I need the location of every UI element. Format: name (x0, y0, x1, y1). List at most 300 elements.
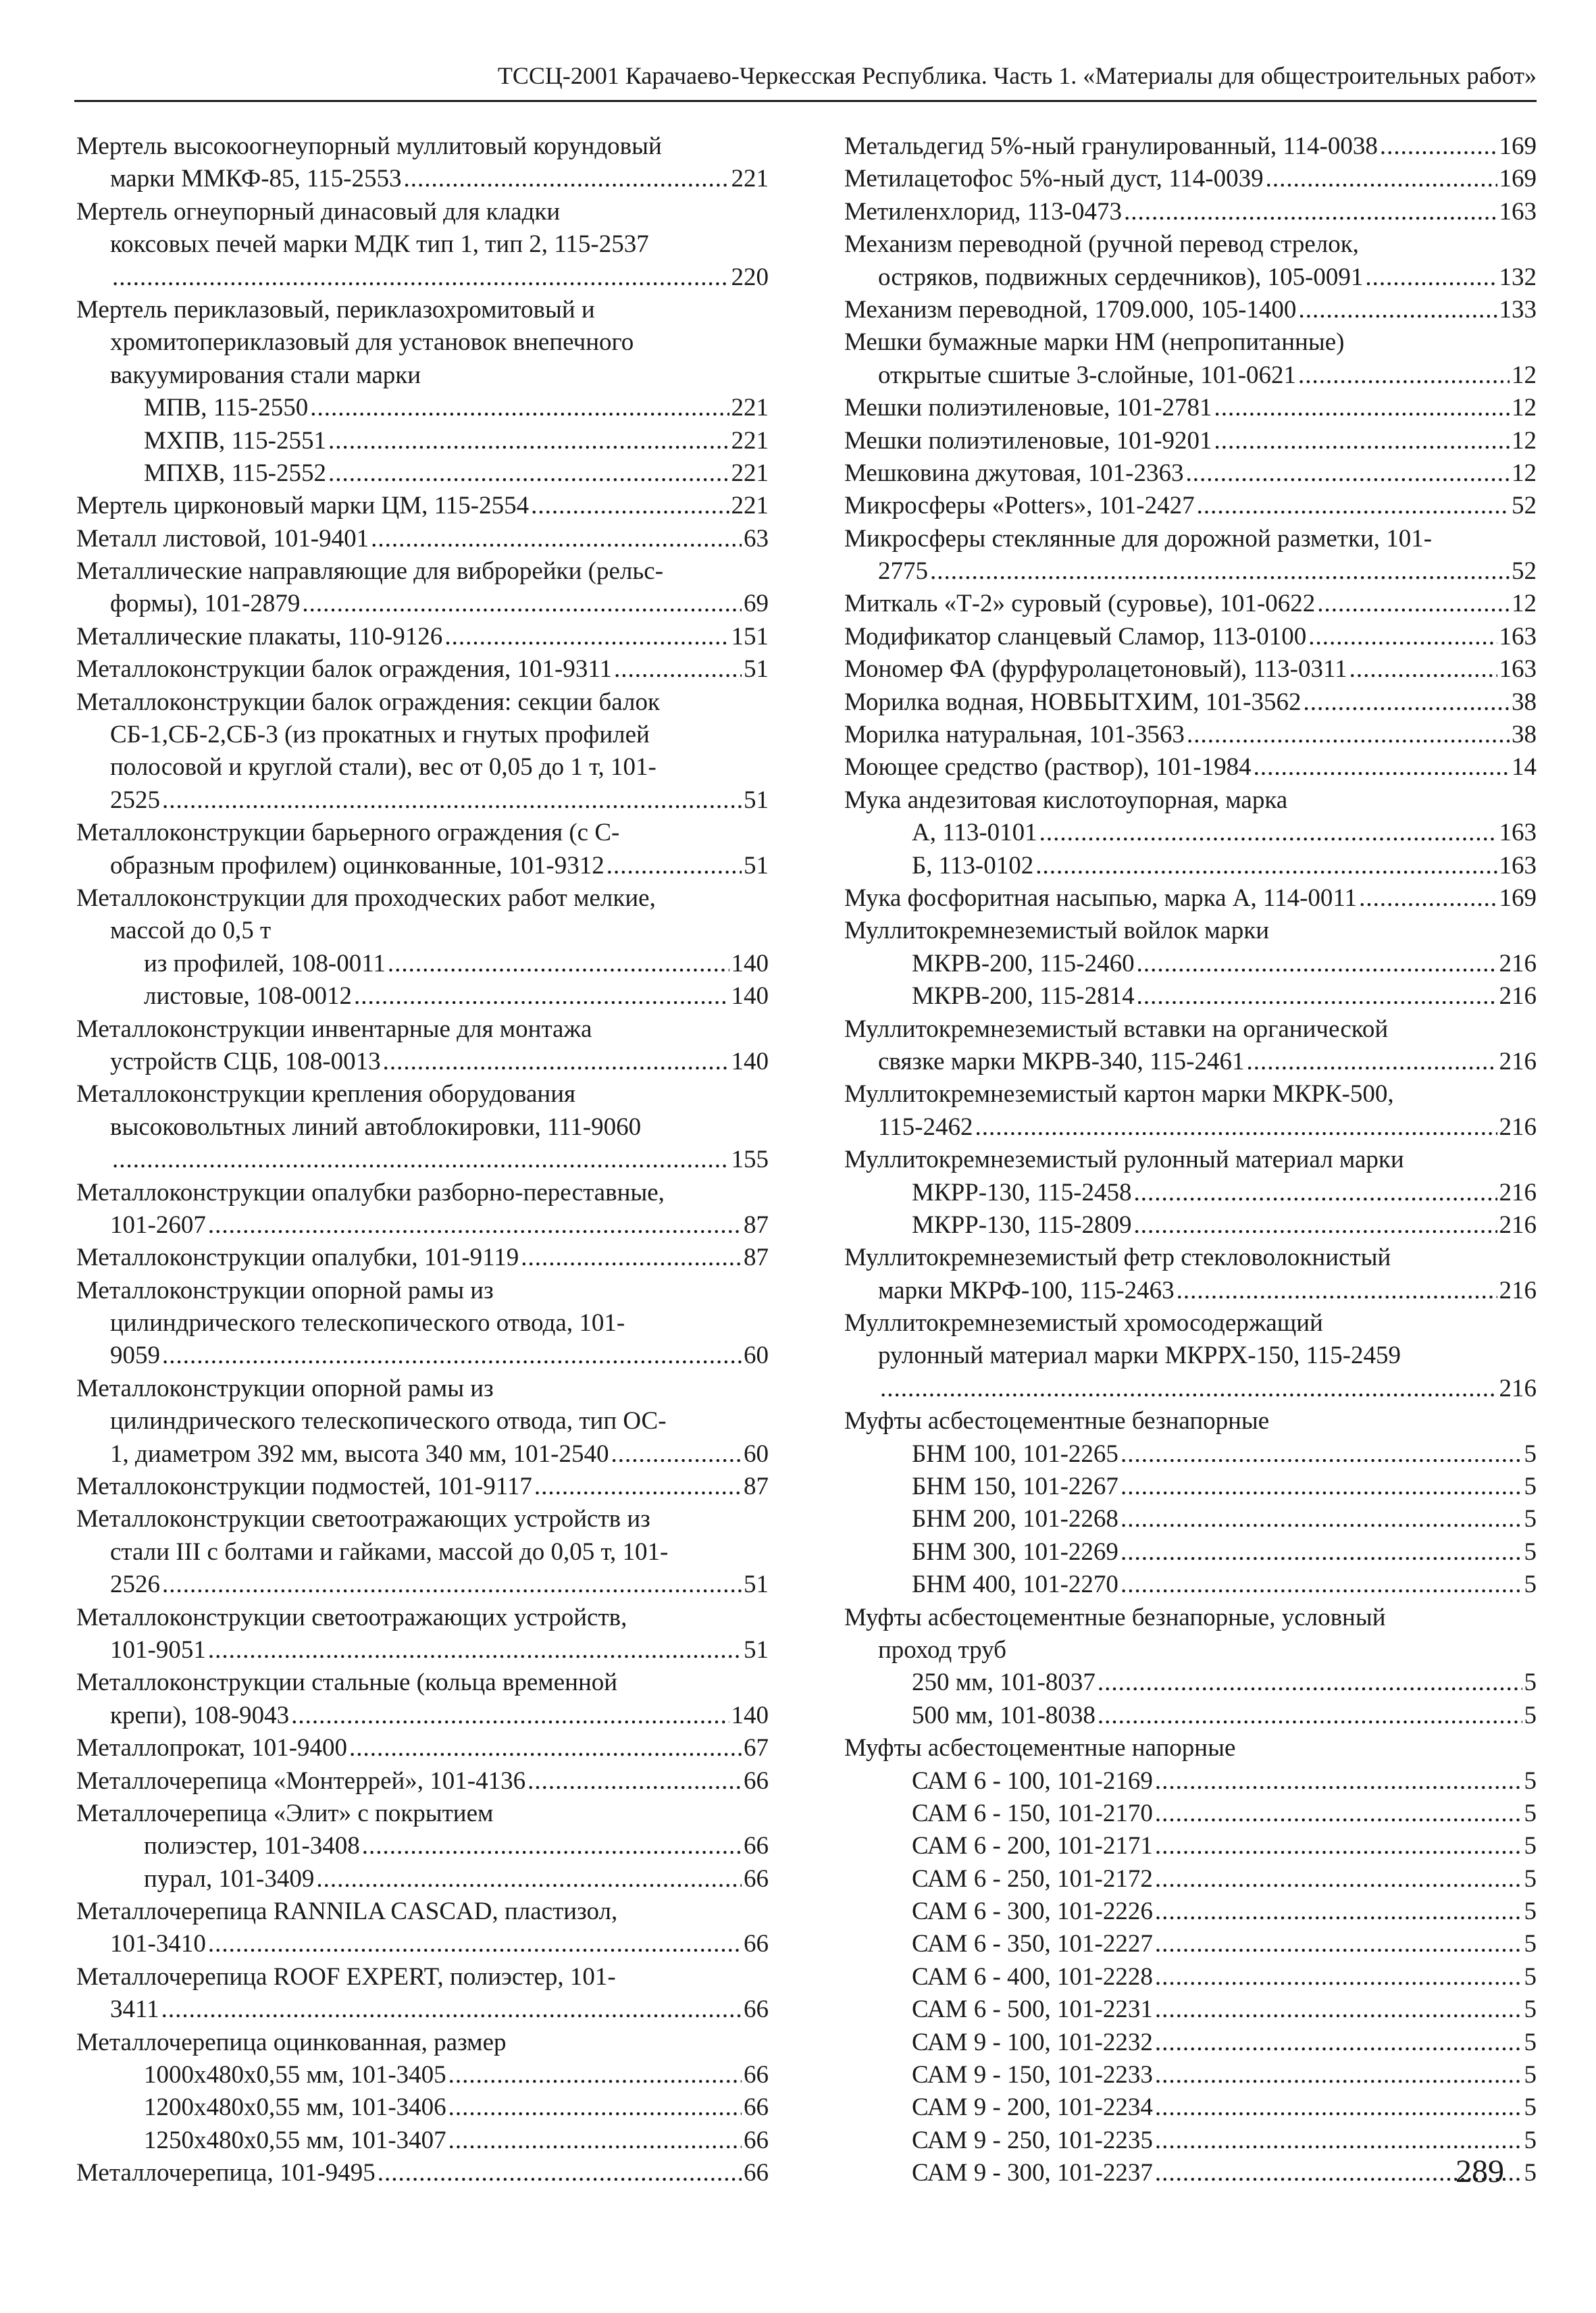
entry-text: 101-2607 (110, 1211, 206, 1239)
entry-page-ref: 51 (744, 786, 769, 814)
index-entry-line (76, 1503, 769, 1535)
index-entry (76, 1242, 769, 1274)
index-entry-line (844, 1209, 1537, 1242)
index-entry-line (76, 1046, 769, 1078)
dot-leader (1155, 1765, 1522, 1798)
index-entry-line (844, 1307, 1537, 1340)
entry-text: связке марки МКРВ-340, 115-2461 (878, 1047, 1245, 1075)
entry-page-ref: 12 (1512, 590, 1537, 618)
index-entry (844, 523, 1537, 588)
index-entry (844, 294, 1537, 326)
index-entry-line (76, 653, 769, 686)
entry-text: Микросферы стеклянные для дорожной разметки, 101- (844, 524, 1433, 553)
dot-leader (534, 1471, 742, 1503)
entry-text: Моющее средство (раствор), 101-1984 (844, 753, 1252, 782)
index-entry (76, 555, 769, 621)
index-entry-line (76, 719, 769, 751)
entry-text: Муллитокремнеземистый картон марки МКРК-500, (844, 1080, 1394, 1109)
index-entry-line (844, 359, 1537, 392)
index-entry (844, 392, 1537, 424)
entry-page-ref: 133 (1499, 295, 1537, 324)
entry-text: 1200x480x0,55 мм, 101-3406 (144, 2093, 446, 2122)
entry-text: 2526 (110, 1571, 160, 1599)
index-entry (76, 294, 769, 490)
index-entry-line (844, 1896, 1537, 1928)
entry-page-ref: 163 (1499, 197, 1537, 226)
entry-text: 101-9051 (110, 1635, 206, 1664)
entry-text: открытые сшитые 3-слойные, 101-0621 (878, 361, 1297, 389)
entry-text: Б, 113-0102 (912, 851, 1034, 880)
entry-page-ref: 140 (731, 949, 769, 977)
entry-page-ref: 5 (1524, 2159, 1537, 2187)
entry-text: 250 мм, 101-8037 (912, 1669, 1096, 1697)
entry-page-ref: 5 (1524, 2093, 1537, 2122)
entry-page-ref: 221 (731, 165, 769, 193)
dot-leader (162, 1340, 742, 1372)
dot-leader (1155, 1993, 1522, 2026)
entry-text: полиэстер, 101-3408 (144, 1832, 360, 1860)
dot-leader (1308, 621, 1497, 653)
index-entry-line (76, 2027, 769, 2059)
dot-leader (1155, 1863, 1522, 1896)
entry-text: Металлочерепица RANNILA CASCAD, пластизол, (76, 1898, 618, 1926)
index-entry-line (844, 1111, 1537, 1144)
entry-text: САМ 6 - 250, 101-2172 (912, 1864, 1153, 1893)
index-entry-line (76, 686, 769, 719)
entry-text: высоковольтных линий автоблокировки, 111-9060 (110, 1113, 642, 1141)
entry-text: 101-3410 (110, 1930, 206, 1958)
dot-leader (354, 980, 729, 1013)
entry-text: формы), 101-2879 (110, 590, 301, 618)
dot-leader (208, 1634, 742, 1667)
entry-page-ref: 163 (1499, 622, 1537, 651)
index-entry-line (76, 1536, 769, 1569)
entry-text: вакуумирования стали марки (110, 361, 421, 389)
index-entry-line (76, 1144, 769, 1176)
entry-page-ref: 163 (1499, 655, 1537, 684)
index-entry-line (76, 817, 769, 849)
entry-page-ref: 12 (1512, 426, 1537, 455)
index-entry (76, 1471, 769, 1503)
dot-leader (328, 425, 729, 457)
entry-page-ref: 5 (1524, 1669, 1537, 1697)
entry-page-ref: 5 (1524, 1864, 1537, 1893)
index-entry-line (844, 261, 1537, 294)
dot-leader (527, 1765, 742, 1798)
entry-text: Металлочерепица оцинкованная, размер (76, 2028, 507, 2056)
index-entry-line (844, 2091, 1537, 2124)
index-entry-line (76, 555, 769, 588)
entry-text: коксовых печей марки МДК тип 1, тип 2, 115-2537 (110, 230, 649, 259)
entry-text: марки ММКФ-85, 115-2553 (110, 165, 402, 193)
index-entry (76, 1798, 769, 1896)
entry-page-ref: 216 (1499, 982, 1537, 1011)
index-entry (76, 1013, 769, 1079)
entry-text: Мешки бумажные марки НМ (непропитанные) (844, 328, 1345, 357)
entry-text: САМ 9 - 250, 101-2235 (912, 2126, 1153, 2154)
entry-page-ref: 51 (744, 1635, 769, 1664)
entry-text: А, 113-0101 (912, 819, 1037, 847)
dot-leader (112, 261, 729, 294)
index-entry-line (76, 392, 769, 424)
index-entry-line (844, 882, 1537, 915)
index-entry-line (844, 1078, 1537, 1111)
dot-leader (302, 588, 742, 620)
index-entry (844, 130, 1537, 163)
index-entry-line (844, 1569, 1537, 1601)
entry-text: Металлоконструкции барьерного ограждения (с С- (76, 819, 620, 847)
entry-text: Механизм переводной, 1709.000, 105-1400 (844, 295, 1297, 324)
dot-leader (208, 1209, 742, 1242)
index-entry-line (844, 1438, 1537, 1471)
index-entry-line (76, 621, 769, 653)
dot-leader (388, 948, 729, 980)
entry-text: САМ 6 - 100, 101-2169 (912, 1766, 1153, 1795)
dot-leader (1155, 2059, 1522, 2091)
dot-leader (1155, 1961, 1522, 1993)
entry-page-ref: 38 (1512, 688, 1537, 716)
entry-page-ref: 67 (744, 1734, 769, 1762)
entry-text: 1000x480x0,55 мм, 101-3405 (144, 2061, 446, 2089)
entry-page-ref: 12 (1512, 394, 1537, 422)
index-entry (844, 457, 1537, 490)
entry-text: стали III с болтами и гайками, массой до 0,05 т, 101- (110, 1537, 669, 1566)
entry-page-ref: 140 (731, 1701, 769, 1729)
entry-page-ref: 5 (1524, 1996, 1537, 2024)
header-rule (74, 100, 1537, 102)
entry-text: САМ 6 - 350, 101-2227 (912, 1930, 1153, 1958)
dot-leader (1155, 1896, 1522, 1928)
index-entry (844, 228, 1537, 294)
dot-leader (975, 1111, 1497, 1144)
index-entry-line (76, 163, 769, 195)
index-entry (76, 1373, 769, 1471)
dot-leader (1134, 1209, 1497, 1242)
index-entry (844, 686, 1537, 719)
dot-leader (1359, 882, 1497, 915)
index-entry-line (76, 1634, 769, 1667)
dot-leader (444, 621, 729, 653)
entry-text: БНМ 100, 101-2265 (912, 1440, 1118, 1468)
dot-leader (1155, 1830, 1522, 1862)
index-entry (844, 719, 1537, 751)
index-entry-line (844, 555, 1537, 588)
index-entry-line (76, 1700, 769, 1732)
index-entry-line (76, 1177, 769, 1209)
entry-text: МХПВ, 115-2551 (144, 426, 326, 455)
entry-page-ref: 5 (1524, 1930, 1537, 1958)
index-entry-line (844, 850, 1537, 882)
dot-leader (1254, 751, 1510, 784)
entry-text: САМ 6 - 200, 101-2171 (912, 1832, 1153, 1860)
index-entry-line (76, 228, 769, 261)
index-entry-line (76, 1405, 769, 1438)
entry-text: 3411 (110, 1996, 159, 2024)
dot-leader (1317, 588, 1510, 620)
entry-page-ref: 216 (1499, 1276, 1537, 1304)
dot-leader (162, 784, 742, 817)
index-entry-line (844, 1798, 1537, 1830)
entry-page-ref: 216 (1499, 1374, 1537, 1402)
index-entry-line (844, 228, 1537, 261)
index-entry-line (76, 1438, 769, 1471)
entry-text: Металлочерепица, 101-9495 (76, 2159, 376, 2187)
entry-text: Металлоконструкции балок ограждения: секции балок (76, 688, 660, 716)
index-entry-line (844, 1046, 1537, 1078)
dot-leader (1298, 294, 1497, 326)
index-entry (844, 882, 1537, 915)
entry-text: Муфты асбестоцементные безнапорные (844, 1407, 1270, 1435)
dot-leader (1214, 392, 1510, 424)
entry-text: Металлоконструкции стальные (кольца временной (76, 1669, 618, 1697)
entry-text: Металлоконструкции опалубки разборно-переставные, (76, 1178, 665, 1206)
index-entry (76, 1602, 769, 1667)
entry-page-ref: 66 (744, 2159, 769, 2187)
index-entry-line (76, 326, 769, 359)
entry-page-ref: 66 (744, 1832, 769, 1860)
entry-page-ref: 5 (1524, 1440, 1537, 1468)
index-entry-line (76, 882, 769, 915)
entry-text: САМ 6 - 300, 101-2226 (912, 1898, 1153, 1926)
dot-leader (310, 392, 729, 424)
index-entry-line (844, 1144, 1537, 1176)
index-entry-line (844, 392, 1537, 424)
entry-page-ref: 52 (1512, 492, 1537, 520)
entry-text: Металлоконструкции балок ограждения, 101-9311 (76, 655, 612, 684)
entry-page-ref: 155 (731, 1146, 769, 1174)
entry-text: Металл листовой, 101-9401 (76, 524, 369, 553)
index-entry (76, 653, 769, 686)
entry-text: Металлоконструкции для проходческих работ мелкие, (76, 884, 656, 912)
entry-page-ref: 221 (731, 492, 769, 520)
dot-leader (1298, 359, 1510, 392)
index-entry (844, 1013, 1537, 1079)
entry-text: САМ 9 - 100, 101-2232 (912, 2028, 1153, 2056)
entry-page-ref: 60 (744, 1440, 769, 1468)
index-entry (844, 425, 1537, 457)
index-entry (76, 196, 769, 294)
dot-leader (1246, 1046, 1497, 1078)
entry-text: МПВ, 115-2550 (144, 394, 309, 422)
dot-leader (1365, 261, 1497, 294)
entry-text: листовые, 108-0012 (144, 982, 352, 1011)
entry-page-ref: 221 (731, 394, 769, 422)
index-entry-line (844, 1928, 1537, 1960)
index-entry-line (844, 294, 1537, 326)
index-entry-line (844, 915, 1537, 947)
entry-page-ref: 38 (1512, 721, 1537, 749)
entry-page-ref: 66 (744, 1766, 769, 1795)
index-entry-line (844, 948, 1537, 980)
index-entry (844, 1242, 1537, 1307)
index-entry-line (76, 294, 769, 326)
index-entry-line (844, 1993, 1537, 2026)
dot-leader (161, 1993, 742, 2026)
dot-leader (316, 1863, 742, 1896)
page-number: 289 (1456, 2154, 1504, 2189)
entry-text: Микросферы «Potters», 101-2427 (844, 492, 1195, 520)
dot-leader (1035, 850, 1497, 882)
index-entry-line (76, 1602, 769, 1634)
index-entry (76, 817, 769, 882)
dot-leader (930, 555, 1510, 588)
entry-text: Мешки полиэтиленовые, 101-2781 (844, 394, 1212, 422)
index-entry (76, 490, 769, 522)
entry-text: Металлоконструкции светоотражающих устройств, (76, 1603, 627, 1631)
entry-text: 115-2462 (878, 1113, 973, 1141)
entry-text: Мешки полиэтиленовые, 101-9201 (844, 426, 1212, 455)
entry-page-ref: 63 (744, 524, 769, 553)
entry-page-ref: 5 (1524, 1701, 1537, 1729)
index-entry (844, 1307, 1537, 1405)
index-entry-line (76, 915, 769, 947)
entry-page-ref: 151 (731, 622, 769, 651)
index-entry-line (844, 2157, 1537, 2189)
entry-page-ref: 66 (744, 1930, 769, 1958)
index-entry (844, 196, 1537, 228)
entry-text: Металлоконструкции подмостей, 101-9117 (76, 1473, 532, 1501)
entry-text: Металлочерепица «Элит» с покрытием (76, 1799, 494, 1827)
entry-text: Металлопрокат, 101-9400 (76, 1734, 348, 1762)
entry-text: из профилей, 108-0011 (144, 949, 386, 977)
dot-leader (1155, 2091, 1522, 2124)
index-entry-line (844, 1340, 1537, 1372)
entry-text: крепи), 108-9043 (110, 1701, 290, 1729)
entry-text: САМ 6 - 150, 101-2170 (912, 1799, 1153, 1827)
index-entry-line (844, 1700, 1537, 1732)
dot-leader (1121, 1536, 1522, 1569)
dot-leader (614, 653, 742, 686)
entry-text: Метальдегид 5%-ный гранулированный, 114-0038 (844, 132, 1378, 160)
index-entry-line (76, 850, 769, 882)
entry-text: 1, диаметром 392 мм, высота 340 мм, 101-2540 (110, 1440, 609, 1468)
dot-leader (1303, 686, 1510, 719)
entry-page-ref: 87 (744, 1211, 769, 1239)
index-entry-line (844, 588, 1537, 620)
index-entry (844, 751, 1537, 784)
dot-leader (1121, 1438, 1522, 1471)
index-entry-line (844, 1177, 1537, 1209)
entry-text: Мертель цирконовый марки ЦМ, 115-2554 (76, 492, 530, 520)
dot-leader (448, 2125, 742, 2157)
entry-text: Металлочерепица ROOF EXPERT, полиэстер, 101- (76, 1962, 616, 1991)
entry-text: Металлоконструкции светоотражающих устройств из (76, 1505, 650, 1533)
dot-leader (1214, 425, 1510, 457)
entry-page-ref: 216 (1499, 1211, 1537, 1239)
entry-page-ref: 66 (744, 2126, 769, 2154)
dot-leader (1121, 1471, 1522, 1503)
dot-leader (378, 2157, 742, 2189)
index-entry-line (76, 2059, 769, 2091)
dot-leader (1121, 1503, 1522, 1535)
dot-leader (1380, 130, 1497, 163)
index-entry (76, 1177, 769, 1242)
index-entry (76, 1078, 769, 1176)
index-entry (76, 882, 769, 1013)
index-entry-line (844, 163, 1537, 195)
index-entry-line (76, 1798, 769, 1830)
index-entry (76, 1961, 769, 2027)
entry-page-ref: 12 (1512, 361, 1537, 389)
entry-text: Мука фосфоритная насыпью, марка А, 114-0011 (844, 884, 1358, 912)
running-header: ТССЦ-2001 Карачаево-Черкесская Республика. Часть 1. «Материалы для общестроительных работ» (497, 62, 1537, 89)
dot-leader (162, 1569, 742, 1601)
index-entry-line (76, 490, 769, 522)
entry-page-ref: 14 (1512, 753, 1537, 782)
entry-text: МКРР-130, 115-2809 (912, 1211, 1132, 1239)
index-entry-line (844, 425, 1537, 457)
index-entry (76, 686, 769, 817)
entry-text: Металлоконструкции опорной рамы из (76, 1276, 494, 1304)
entry-text: Металлоконструкции опорной рамы из (76, 1374, 494, 1402)
entry-text: Металлоконструкции крепления оборудования (76, 1080, 576, 1109)
dot-leader (880, 1373, 1497, 1405)
entry-text: марки МКРФ-100, 115-2463 (878, 1276, 1175, 1304)
index-entry-line (76, 1242, 769, 1274)
entry-text: МКРВ-200, 115-2814 (912, 982, 1135, 1011)
entry-text: Муллитокремнеземистый фетр стекловолокнистый (844, 1244, 1391, 1272)
index-entry-line (76, 948, 769, 980)
index-entry (844, 163, 1537, 195)
index-entry-line (76, 588, 769, 620)
dot-leader (448, 2091, 742, 2124)
index-entry-line (76, 1013, 769, 1046)
entry-text: Метилацетофос 5%-ный дуст, 114-0039 (844, 165, 1264, 193)
index-entry-line (76, 359, 769, 392)
index-entry-line (844, 784, 1537, 817)
index-entry-line (76, 1275, 769, 1307)
entry-page-ref: 12 (1512, 459, 1537, 487)
index-entry (844, 784, 1537, 882)
entry-text: САМ 6 - 400, 101-2228 (912, 1962, 1153, 1991)
entry-page-ref: 87 (744, 1244, 769, 1272)
entry-text: Муфты асбестоцементные безнапорные, условный (844, 1603, 1386, 1631)
index-entry (844, 1144, 1537, 1242)
index-entry-line (76, 2125, 769, 2157)
index-entry-line (76, 425, 769, 457)
entry-text: проход труб (878, 1635, 1006, 1664)
entry-text: Модификатор сланцевый Сламор, 113-0100 (844, 622, 1307, 651)
dot-leader (1349, 653, 1497, 686)
index-entry-line (76, 1078, 769, 1111)
dot-leader (383, 1046, 729, 1078)
index-entry-line (76, 751, 769, 784)
index-entry-line (76, 980, 769, 1013)
index-entry-line (76, 1896, 769, 1928)
entry-text: Метиленхлорид, 113-0473 (844, 197, 1123, 226)
index-entry-line (844, 1634, 1537, 1667)
entry-page-ref: 216 (1499, 949, 1537, 977)
entry-text: БНМ 400, 101-2270 (912, 1571, 1118, 1599)
index-entry-line (844, 1602, 1537, 1634)
entry-page-ref: 216 (1499, 1113, 1537, 1141)
index-entry (844, 1078, 1537, 1144)
entry-text: остряков, подвижных сердечников), 105-0091 (878, 263, 1364, 291)
entry-page-ref: 169 (1499, 132, 1537, 160)
entry-page-ref: 5 (1524, 2028, 1537, 2056)
entry-page-ref: 5 (1524, 1571, 1537, 1599)
index-entry-line (844, 751, 1537, 784)
index-entry (76, 1896, 769, 1961)
entry-page-ref: 216 (1499, 1178, 1537, 1206)
index-entry-line (76, 457, 769, 490)
index-entry-line (844, 1732, 1537, 1764)
index-entry-line (76, 1569, 769, 1601)
index-entry-line (76, 196, 769, 228)
entry-page-ref: 66 (744, 1864, 769, 1893)
entry-text: Морилка водная, НОВБЫТХИМ, 101-3562 (844, 688, 1302, 716)
index-entry-line (76, 1863, 769, 1896)
